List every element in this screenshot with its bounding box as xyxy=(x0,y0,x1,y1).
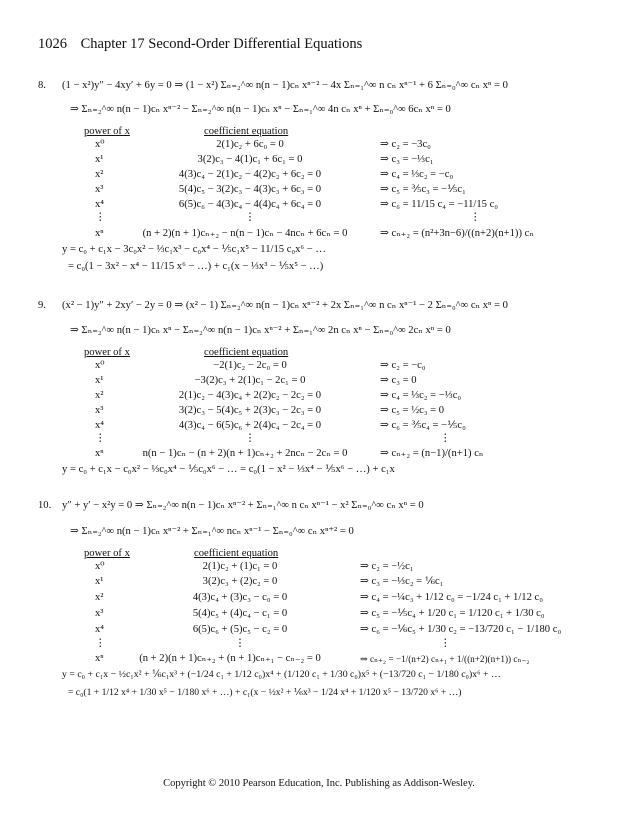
power-cell: x¹ xyxy=(95,375,104,386)
equation-cell: 3(2)c₃ − 5(4)c₅ + 2(3)c₃ − 2c₃ = 0 xyxy=(178,405,322,416)
power-cell: x³ xyxy=(95,184,104,195)
result-cell: ⇒ cₙ₊₂ = (n−1)/(n+1) cₙ xyxy=(380,448,484,459)
equation-cell: 3(2)c₃ − 4(1)c₁ + 6c₁ = 0 xyxy=(197,154,303,165)
result-cell: ⇒ c₂ = −c₀ xyxy=(380,360,426,371)
power-cell: xⁿ xyxy=(95,448,104,459)
table-row xyxy=(0,184,638,196)
equation-cell: 4(3)c₄ − 6(5)c₆ + 2(4)c₄ − 2c₄ = 0 xyxy=(178,420,322,431)
power-cell: ⋮ xyxy=(95,433,106,444)
equation-cell: 4(3)c₄ + (3)c₃ − c₀ = 0 xyxy=(192,592,288,603)
chapter-title: Chapter 17 Second-Order Differential Equations xyxy=(80,36,363,52)
power-cell: x⁰ xyxy=(95,561,105,572)
equation-cell: (n + 2)(n + 1)cₙ₊₂ − n(n − 1)cₙ − 4ncₙ + 6cₙ = 0 xyxy=(142,228,348,239)
result-cell: ⇒ c₆ = −⅙c₅ + 1/30 c₂ = −13/720 c₁ − 1/180 c₀ xyxy=(360,624,562,635)
power-cell: x³ xyxy=(95,608,104,619)
table-row xyxy=(0,561,638,573)
result-cell: ⇒ c₆ = 11/15 c₄ = −11/15 c₀ xyxy=(380,199,498,210)
coefficient-header: coefficient equation xyxy=(204,126,289,137)
result-cell: ⇒ cₙ₊₂ = (n²+3n−6)/((n+2)(n+1)) cₙ xyxy=(380,228,534,239)
power-cell: ⋮ xyxy=(95,638,106,649)
table-row xyxy=(0,375,638,387)
table-row xyxy=(0,448,638,460)
power-cell: x³ xyxy=(95,405,104,416)
power-cell: x¹ xyxy=(95,154,104,165)
power-cell: x⁴ xyxy=(95,624,104,635)
power-cell: x⁰ xyxy=(95,360,105,371)
power-cell: x⁴ xyxy=(95,199,104,210)
table-row xyxy=(0,592,638,604)
power-header: power of x xyxy=(84,548,130,559)
result-cell: ⇒ c₂ = −½c₁ xyxy=(360,561,414,572)
table-row xyxy=(0,638,638,650)
solution-line: = c₀(1 − 3x² − x⁴ − 11/15 x⁶ − …) + c₁(x − ⅓x³ − ⅕x⁵ − …) xyxy=(68,261,324,272)
equation-line: ⇒ Σₙ₌₂^∞ n(n − 1)cₙ xⁿ⁻² + Σₙ₌₁^∞ ncₙ xⁿ⁻¹ − Σₙ₌₀^∞ cₙ xⁿ⁺² = 0 xyxy=(70,526,354,537)
page-header xyxy=(38,36,362,53)
coefficient-header: coefficient equation xyxy=(194,548,279,559)
result-cell: ⋮ xyxy=(440,638,451,649)
result-cell: ⇒ cₙ₊₂ = −1/(n+2) cₙ₊₁ + 1/((n+2)(n+1)) cₙ₋₂ xyxy=(360,654,530,664)
result-cell: ⇒ c₃ = −⅓c₂ = ⅙c₁ xyxy=(360,576,444,587)
table-row xyxy=(0,624,638,636)
power-cell: x² xyxy=(95,592,104,603)
table-row xyxy=(0,169,638,181)
power-header: power of x xyxy=(84,126,130,137)
result-cell: ⇒ c₃ = −⅓c₁ xyxy=(380,154,434,165)
equation-cell: 6(5)c₆ − 4(3)c₄ − 4(4)c₄ + 6c₄ = 0 xyxy=(178,199,322,210)
solution-line: = c₀(1 + 1/12 x⁴ + 1/30 x⁵ − 1/180 x⁶ + …) + c₁(x − ½x² + ⅙x³ − 1/24 x⁴ + 1/120 x⁵ − 13/720 x⁶ + …) xyxy=(68,687,462,698)
table-row xyxy=(0,653,638,665)
table-row xyxy=(0,608,638,620)
result-cell: ⇒ c₅ = −⅕c₄ + 1/20 c₁ = 1/120 c₁ + 1/30 c₀ xyxy=(360,608,545,619)
problem-number: 8. xyxy=(38,80,46,91)
power-cell: x⁴ xyxy=(95,420,104,431)
result-cell: ⇒ c₆ = ⅗c₄ = −⅕c₀ xyxy=(380,420,466,431)
table-row xyxy=(0,154,638,166)
equation-cell: −2(1)c₂ − 2c₀ = 0 xyxy=(213,360,287,371)
table-row xyxy=(0,405,638,417)
table-row xyxy=(0,139,638,151)
equation-line: y″ + y′ − x²y = 0 ⇒ Σₙ₌₂^∞ n(n − 1)cₙ xⁿ⁻² + Σₙ₌₁^∞ n cₙ xⁿ⁻¹ − x² Σₙ₌₀^∞ cₙ xⁿ = 0 xyxy=(62,500,424,511)
power-header: power of x xyxy=(84,347,130,358)
result-cell: ⋮ xyxy=(470,212,481,223)
table-row xyxy=(0,199,638,211)
problem-number: 9. xyxy=(38,300,46,311)
equation-line: ⇒ Σₙ₌₂^∞ n(n − 1)cₙ xⁿ − Σₙ₌₂^∞ n(n − 1)cₙ xⁿ⁻² + Σₙ₌₁^∞ 2n cₙ xⁿ − Σₙ₌₀^∞ 2cₙ xⁿ = 0 xyxy=(70,325,451,336)
equation-cell: 2(1)c₂ + 6c₀ = 0 xyxy=(216,139,284,150)
table-row xyxy=(0,390,638,402)
problem-number: 10. xyxy=(38,500,52,511)
equation-cell: 2(1)c₂ + (1)c₁ = 0 xyxy=(202,561,278,572)
result-cell: ⇒ c₄ = ⅓c₂ = −c₀ xyxy=(380,169,454,180)
result-cell: ⇒ c₅ = ⅗c₃ = −⅕c₁ xyxy=(380,184,466,195)
power-cell: x² xyxy=(95,169,104,180)
solution-line: y = c₀ + c₁x − ½c₁x² + ⅙c₁x³ + (−1/24 c₁ + 1/12 c₀)x⁴ + (1/120 c₁ + 1/30 c₀)x⁵ + (−13/720 c₁ − 1/180 c₀)x⁶ + … xyxy=(62,669,501,680)
page-number: 1026 xyxy=(38,36,67,52)
power-cell: x¹ xyxy=(95,576,104,587)
equation-cell: 5(4)c₅ − 3(2)c₃ − 4(3)c₃ + 6c₃ = 0 xyxy=(178,184,322,195)
coefficient-header: coefficient equation xyxy=(204,347,289,358)
equation-line: ⇒ Σₙ₌₂^∞ n(n − 1)cₙ xⁿ⁻² − Σₙ₌₂^∞ n(n − 1)cₙ xⁿ − Σₙ₌₁^∞ 4n cₙ xⁿ + Σₙ₌₀^∞ 6cₙ xⁿ = 0 xyxy=(70,104,451,115)
result-cell: ⋮ xyxy=(440,433,451,444)
equation-line: (x² − 1)y″ + 2xy′ − 2y = 0 ⇒ (x² − 1) Σₙ₌₂^∞ n(n − 1)cₙ xⁿ⁻² + 2x Σₙ₌₁^∞ n cₙ xⁿ⁻¹ − 2 Σₙ₌₀^∞ cₙ xⁿ = 0 xyxy=(62,300,508,311)
equation-cell: 2(1)c₂ − 4(3)c₄ + 2(2)c₂ − 2c₂ = 0 xyxy=(178,390,322,401)
power-cell: ⋮ xyxy=(95,212,106,223)
result-cell: ⇒ c₃ = 0 xyxy=(380,375,417,386)
result-cell: ⇒ c₅ = ½c₃ = 0 xyxy=(380,405,445,416)
equation-cell: 4(3)c₄ − 2(1)c₂ − 4(2)c₂ + 6c₂ = 0 xyxy=(178,169,322,180)
result-cell: ⇒ c₂ = −3c₀ xyxy=(380,139,431,150)
equation-cell: ⋮ xyxy=(234,638,246,649)
solution-line: y = c₀ + c₁x − 3c₀x² − ⅓c₁x³ − c₀x⁴ − ⅕c₁x⁵ − 11/15 c₀x⁶ − … xyxy=(62,244,326,255)
result-cell: ⇒ c₄ = −¼c₃ + 1/12 c₀ = −1/24 c₁ + 1/12 c₀ xyxy=(360,592,543,603)
equation-cell: ⋮ xyxy=(244,212,256,223)
table-row xyxy=(0,433,638,445)
power-cell: x⁰ xyxy=(95,139,105,150)
table-row xyxy=(0,420,638,432)
equation-cell: −3(2)c₃ + 2(1)c₁ − 2c₁ = 0 xyxy=(194,375,306,386)
power-cell: x² xyxy=(95,390,104,401)
table-row xyxy=(0,576,638,588)
equation-cell: 6(5)c₆ + (5)c₅ − c₂ = 0 xyxy=(192,624,288,635)
copyright-footer: Copyright © 2010 Pearson Education, Inc. Publishing as Addison-Wesley. xyxy=(163,778,475,789)
table-row xyxy=(0,228,638,240)
equation-line: (1 − x²)y″ − 4xy′ + 6y = 0 ⇒ (1 − x²) Σₙ₌₂^∞ n(n − 1)cₙ xⁿ⁻² − 4x Σₙ₌₁^∞ n cₙ xⁿ⁻¹ + 6 Σₙ₌₀^∞ cₙ xⁿ = 0 xyxy=(62,80,508,91)
result-cell: ⇒ c₄ = ⅓c₂ = −⅓c₀ xyxy=(380,390,462,401)
equation-cell: ⋮ xyxy=(244,433,256,444)
equation-cell: 5(4)c₅ + (4)c₄ − c₁ = 0 xyxy=(192,608,288,619)
equation-cell: n(n − 1)cₙ − (n + 2)(n + 1)cₙ₊₂ + 2ncₙ − 2cₙ = 0 xyxy=(142,448,348,459)
solution-line: y = c₀ + c₁x − c₀x² − ⅓c₀x⁴ − ⅕c₀x⁶ − … = c₀(1 − x² − ⅓x⁴ − ⅕x⁶ − …) + c₁x xyxy=(62,464,395,475)
equation-cell: (n + 2)(n + 1)cₙ₊₂ + (n + 1)cₙ₊₁ − cₙ₋₂ = 0 xyxy=(139,653,321,664)
table-row xyxy=(0,360,638,372)
equation-cell: 3(2)c₃ + (2)c₂ = 0 xyxy=(202,576,278,587)
table-row xyxy=(0,212,638,224)
power-cell: xⁿ xyxy=(95,228,104,239)
power-cell: xⁿ xyxy=(95,653,104,664)
